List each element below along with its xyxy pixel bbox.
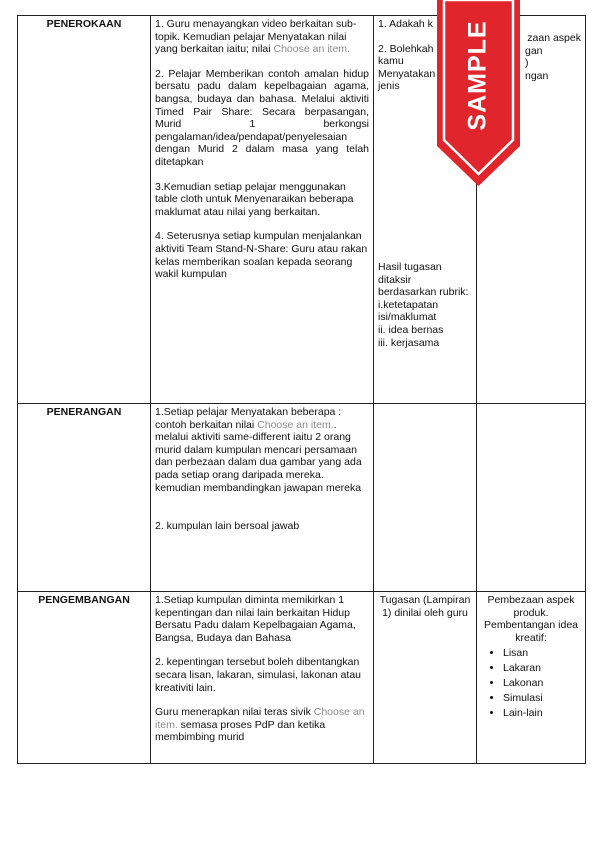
stage-pengembangan: PENGEMBANGAN <box>18 592 151 764</box>
activity-step-2: 2. Pelajar Memberikan contoh amalan hidup bersatu padu dalam kepelbagaian agama, bangsa, budaya dan bahasa. Melalui aktiviti Timed Pair Share: Secara berpasangan, Murid 1 berkongsi pengalaman/idea/pendapat/penyelesaian dengan Murid 2 dalam masa yang telah ditetapkan <box>155 67 369 168</box>
note-fragment: gan <box>525 44 543 57</box>
rubric-item: i.ketetapatan isi/maklumat <box>378 298 439 324</box>
stage-penerangan: PENERANGAN <box>18 404 151 592</box>
assessment-text: Tugasan (Lampiran 1) dinilai oleh guru <box>379 594 471 619</box>
table-row <box>18 592 586 764</box>
activity-step-3: Guru menerapkan nilai teras sivik Choose an item. semasa proses PdP dan ketika membimbing murid <box>155 706 365 744</box>
activities-penerangan <box>151 404 374 592</box>
list-item: • Lain-lain <box>503 706 581 721</box>
note-fragment: ngan <box>525 69 549 82</box>
note-fragment: zaan aspek <box>527 32 581 44</box>
choose-item-placeholder[interactable]: Choose an item. <box>155 706 365 731</box>
list-item: • Lakonan <box>503 676 581 691</box>
list-item: • Lisan <box>503 646 581 661</box>
choose-item-placeholder[interactable]: Choose an item. <box>257 418 334 431</box>
activity-step-1: 1.Setiap kumpulan diminta memikirkan 1 kepentingan dan nilai lain berkaitan Hidup Bersatu Padu dalam Kepelbagaian Agama, Bangsa, Budaya dan Bahasa <box>155 594 356 644</box>
rubric-intro: Hasil tugasan ditaksir berdasarkan rubrik: <box>378 260 469 299</box>
differentiation-note: Pembentangan idea kreatif: <box>484 619 578 644</box>
notes-pengembangan <box>477 592 586 764</box>
note-fragment: ) <box>525 57 529 70</box>
question-2: 2. Bolehkah kamu Menyatakan jenis <box>378 42 436 93</box>
product-options-list <box>481 646 581 721</box>
activity-step-1: 1. Guru menayangkan video berkaitan sub-topik. Kemudian pelajar Menyatakan nilai yang berkaitan iaitu; nilai Choose an item. <box>155 18 357 56</box>
notes-penerangan <box>477 404 586 592</box>
list-item: • Simulasi <box>503 691 581 706</box>
activities-pengembangan <box>151 592 374 764</box>
rubric-item: iii. kerjasama <box>378 336 440 349</box>
sample-watermark <box>437 0 520 186</box>
assessment-pengembangan <box>374 592 477 764</box>
activity-step-2: 2. kumpulan lain bersoal jawab <box>155 520 300 533</box>
differentiation-note: Pembezaan aspek produk. <box>487 594 575 619</box>
activity-step-2: 2. kepentingan tersebut boleh dibentangkan secara lisan, lakaran, simulasi, lakonan atau kreativiti lain. <box>155 656 362 694</box>
rubric-item: ii. idea bernas <box>378 323 444 336</box>
stage-penerokaan: PENEROKAAN <box>18 16 151 404</box>
activity-step-3: 3.Kemudian setiap pelajar menggunakan table cloth untuk Menyenaraikan beberapa maklumat atau nilai yang berkaitan. <box>155 180 354 218</box>
activities-penerokaan <box>151 16 374 404</box>
assessment-penerangan <box>374 404 477 592</box>
activity-step-4: 4. Seterusnya setiap kumpulan menjalankan aktiviti Team Stand-N-Share: Guru atau rakan kelas memberikan soalan kepada seorang wakil kumpulan <box>155 230 368 281</box>
question-1: 1. Adakah k <box>378 18 433 30</box>
activity-step-1: 1.Setiap pelajar Menyatakan beberapa : contoh berkaitan nilai Choose an item.. melalui aktiviti same-different iaitu 2 orang murid dalam kumpulan mencari persamaan dan perbezaan dalam dua gambar yang ada pada setiap orang daripada mereka. kemudian membandingkan jawapan mereka <box>155 406 362 494</box>
watermark-text: SAMPLE <box>464 19 492 131</box>
choose-item-placeholder[interactable]: Choose an item. <box>273 43 350 56</box>
list-item: • Lakaran <box>503 661 581 676</box>
table-row <box>18 404 586 592</box>
